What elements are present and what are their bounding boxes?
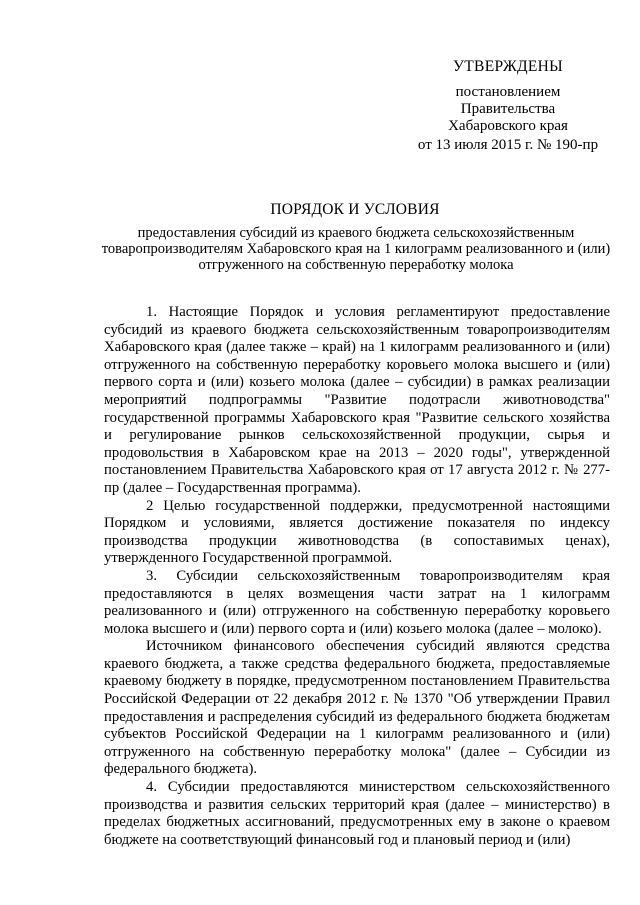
approval-line-1: постановлением (455, 84, 561, 100)
approval-heading: УТВЕРЖДЕНЫ (453, 58, 563, 75)
paragraph-3: 3. Субсидии сельскохозяйственным товаропроизводителям края предоставляются в целях возмещения части затрат на 1 килограмм реализованного и (или) отгруженного на собственную переработку коровьего молока высшего и (или) первого сорта и (или) козьего молока (далее – молоко). (104, 567, 610, 637)
approval-line-2: Правительства (460, 101, 556, 117)
approval-line-3: Хабаровского края (448, 118, 568, 134)
document-title: ПОРЯДОК И УСЛОВИЯ (270, 201, 440, 218)
paragraph-2: 2 Целью государственной поддержки, предусмотренной настоящими Порядком и условиями, является достижение показателя по индексу производства продукции животноводства (в сопоставимых ценах), утвержденного Государственной программой. (104, 497, 610, 567)
document-body (104, 304, 610, 849)
approval-stamp (398, 58, 618, 154)
paragraph-1: 1. Настоящие Порядок и условия регламентируют предоставление субсидий из краевого бюджета сельскохозяйственным товаропроизводителям Хабаровского края (далее также – край) на 1 килограмм реализованного и (или) отгруженного на собственную переработку коровьего молока высшего и (или) первого сорта и (или) козьего молока (далее – субсидии) в рамках реализации мероприятий подпрограммы "Развитие подотрасли животноводства" государственной программы Хабаровского края "Развитие сельского хозяйства и регулирование рынков сельскохозяйственной продукции, сырья и продовольствия в Хабаровском крае на 2013 – 2020 годы", утвержденной постановлением Правительства Хабаровского края от 17 августа 2012 г. № 277-пр (далее – Государственная программа). (104, 304, 610, 496)
approval-date: от 13 июля 2015 г. № 190-пр (417, 137, 599, 153)
paragraph-5: 4. Субсидии предоставляются министерством сельскохозяйственного производства и развития сельских территорий края (далее – министерство) в пределах бюджетных ассигнований, предусмотренных ему в законе о краевом бюджете на соответствующий финансовый год и плановый период и (или) (104, 779, 610, 848)
paragraph-4: Источником финансового обеспечения субсидий являются средства краевого бюджета, а также средства федерального бюджета, предоставляемые краевому бюджету в порядке, предусмотренном постановлением Правительства Российской Федерации от 22 декабря 2012 г. № 1370 "Об утверждении Правил предоставления и распределения субсидий из федерального бюджета бюджетам субъектов Российской Федерации на 1 килограмм реализованного и (или) отгруженного на собственную переработку молока" (далее – Субсидии из федерального бюджета). (104, 638, 610, 778)
document-subtitle: предоставления субсидий из краевого бюджета сельскохозяйственным товаропроизводителям Хабаровского края на 1 килограмм реализованного и (или) отгруженного на собственную переработку молока (101, 225, 611, 273)
